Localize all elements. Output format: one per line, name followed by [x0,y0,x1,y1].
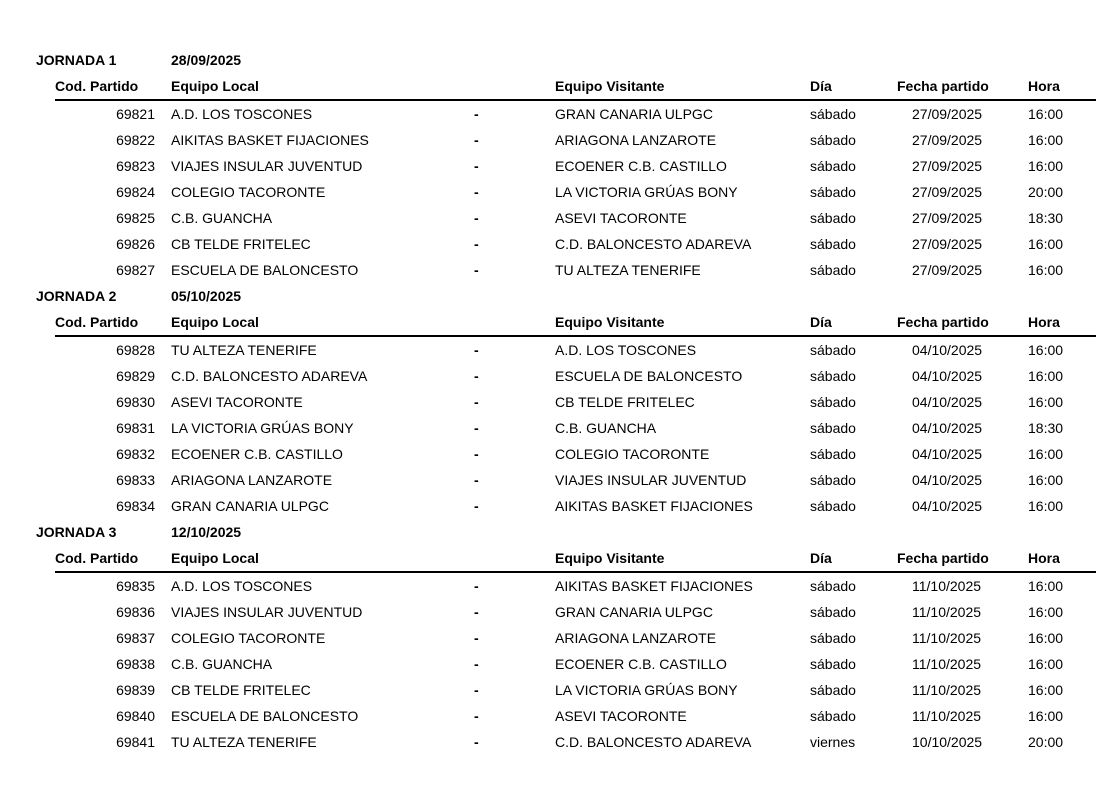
versus-separator: - [474,132,479,148]
jornada-label: JORNADA 1 [36,52,117,68]
match-code: 69837 [116,630,155,646]
away-team: AIKITAS BASKET FIJACIONES [555,498,753,514]
match-date: 27/09/2025 [912,262,983,278]
away-team: LA VICTORIA GRÚAS BONY [555,184,738,200]
match-row [0,415,1113,441]
away-team: ECOENER C.B. CASTILLO [555,158,727,174]
versus-separator: - [474,682,479,698]
match-time: 16:00 [1028,158,1064,174]
header-equipo-local: Equipo Local [171,550,259,566]
away-team: A.D. LOS TOSCONES [555,342,697,358]
match-code: 69840 [116,708,155,724]
match-day: sábado [810,184,856,200]
match-day: sábado [810,420,856,436]
jornada-label: JORNADA 2 [36,288,117,304]
versus-separator: - [474,498,479,514]
home-team: CB TELDE FRITELEC [171,682,311,698]
match-day: sábado [810,158,856,174]
match-row [0,493,1113,519]
table-header-row [55,309,1096,337]
match-time: 16:00 [1028,132,1064,148]
versus-separator: - [474,236,479,252]
jornada-date: 28/09/2025 [171,52,242,68]
match-date: 11/10/2025 [912,682,982,698]
match-date: 11/10/2025 [912,630,982,646]
home-team: COLEGIO TACORONTE [171,630,326,646]
versus-separator: - [474,394,479,410]
away-team: COLEGIO TACORONTE [555,446,710,462]
match-time: 16:00 [1028,236,1064,252]
home-team: TU ALTEZA TENERIFE [171,342,317,358]
match-code: 69824 [116,184,155,200]
match-day: viernes [810,734,856,750]
match-code: 69832 [116,446,155,462]
match-row [0,599,1113,625]
match-row [0,257,1113,283]
match-time: 16:00 [1028,342,1064,358]
match-date: 27/09/2025 [912,184,983,200]
match-day: sábado [810,630,856,646]
home-team: C.D. BALONCESTO ADAREVA [171,368,368,384]
match-time: 16:00 [1028,604,1064,620]
match-time: 16:00 [1028,368,1064,384]
match-day: sábado [810,262,856,278]
header-hora: Hora [1028,314,1060,330]
match-date: 11/10/2025 [912,708,982,724]
home-team: A.D. LOS TOSCONES [171,106,313,122]
jornada-section [0,47,1113,283]
match-date: 04/10/2025 [912,472,983,488]
home-team: TU ALTEZA TENERIFE [171,734,317,750]
table-header-row [55,73,1096,101]
home-team: LA VICTORIA GRÚAS BONY [171,420,354,436]
schedule-document [0,47,1113,755]
versus-separator: - [474,158,479,174]
away-team: CB TELDE FRITELEC [555,394,695,410]
jornada-date: 12/10/2025 [171,524,242,540]
match-time: 16:00 [1028,630,1064,646]
jornada-date: 05/10/2025 [171,288,242,304]
home-team: C.B. GUANCHA [171,656,273,672]
versus-separator: - [474,656,479,672]
home-team: VIAJES INSULAR JUVENTUD [171,604,363,620]
match-row [0,179,1113,205]
match-time: 16:00 [1028,106,1064,122]
away-team: TU ALTEZA TENERIFE [555,262,701,278]
versus-separator: - [474,342,479,358]
home-team: ARIAGONA LANZAROTE [171,472,333,488]
versus-separator: - [474,420,479,436]
versus-separator: - [474,262,479,278]
versus-separator: - [474,734,479,750]
header-hora: Hora [1028,78,1060,94]
header-fecha-partido: Fecha partido [897,78,989,94]
home-team: ESCUELA DE BALONCESTO [171,262,359,278]
match-date: 27/09/2025 [912,236,983,252]
header-cod-partido: Cod. Partido [55,314,139,330]
match-row [0,573,1113,599]
versus-separator: - [474,184,479,200]
away-team: ARIAGONA LANZAROTE [555,132,717,148]
away-team: LA VICTORIA GRÚAS BONY [555,682,738,698]
jornada-section [0,283,1113,519]
match-date: 11/10/2025 [912,656,982,672]
away-team: C.D. BALONCESTO ADAREVA [555,734,752,750]
match-row [0,467,1113,493]
home-team: A.D. LOS TOSCONES [171,578,313,594]
home-team: CB TELDE FRITELEC [171,236,311,252]
versus-separator: - [474,446,479,462]
match-row [0,677,1113,703]
home-team: ASEVI TACORONTE [171,394,303,410]
match-date: 04/10/2025 [912,394,983,410]
match-date: 04/10/2025 [912,498,983,514]
match-date: 11/10/2025 [912,604,982,620]
away-team: C.D. BALONCESTO ADAREVA [555,236,752,252]
match-code: 69836 [116,604,155,620]
match-row [0,231,1113,257]
match-day: sábado [810,682,856,698]
match-date: 27/09/2025 [912,132,983,148]
match-date: 04/10/2025 [912,446,983,462]
match-date: 11/10/2025 [912,578,982,594]
header-equipo-local: Equipo Local [171,78,259,94]
header-fecha-partido: Fecha partido [897,550,989,566]
match-code: 69823 [116,158,155,174]
match-code: 69829 [116,368,155,384]
away-team: ESCUELA DE BALONCESTO [555,368,743,384]
table-header-row [55,545,1096,573]
match-date: 27/09/2025 [912,106,983,122]
jornada-label: JORNADA 3 [36,524,117,540]
match-code: 69841 [116,734,155,750]
match-row [0,441,1113,467]
match-day: sábado [810,578,856,594]
match-day: sábado [810,604,856,620]
match-code: 69826 [116,236,155,252]
header-equipo-visitante: Equipo Visitante [555,78,665,94]
header-hora: Hora [1028,550,1060,566]
match-row [0,625,1113,651]
match-row [0,363,1113,389]
match-time: 18:30 [1028,420,1064,436]
match-date: 27/09/2025 [912,210,983,226]
versus-separator: - [474,106,479,122]
match-code: 69825 [116,210,155,226]
match-time: 16:00 [1028,656,1064,672]
match-date: 04/10/2025 [912,342,983,358]
match-date: 04/10/2025 [912,420,983,436]
match-date: 10/10/2025 [912,734,983,750]
header-equipo-visitante: Equipo Visitante [555,550,665,566]
match-row [0,101,1113,127]
match-day: sábado [810,106,856,122]
match-code: 69833 [116,472,155,488]
match-row [0,389,1113,415]
match-day: sábado [810,132,856,148]
match-code: 69834 [116,498,155,514]
match-time: 16:00 [1028,472,1064,488]
versus-separator: - [474,708,479,724]
away-team: ASEVI TACORONTE [555,210,687,226]
jornada-heading [0,47,1113,73]
match-time: 16:00 [1028,708,1064,724]
match-time: 20:00 [1028,184,1064,200]
header-fecha-partido: Fecha partido [897,314,989,330]
header-dia: Día [810,550,832,566]
match-row [0,651,1113,677]
header-cod-partido: Cod. Partido [55,78,139,94]
home-team: VIAJES INSULAR JUVENTUD [171,158,363,174]
header-equipo-visitante: Equipo Visitante [555,314,665,330]
match-time: 16:00 [1028,578,1064,594]
match-day: sábado [810,342,856,358]
versus-separator: - [474,210,479,226]
versus-separator: - [474,578,479,594]
home-team: ESCUELA DE BALONCESTO [171,708,359,724]
home-team: ECOENER C.B. CASTILLO [171,446,343,462]
match-day: sábado [810,498,856,514]
jornada-heading [0,519,1113,545]
header-dia: Día [810,314,832,330]
match-time: 16:00 [1028,682,1064,698]
away-team: GRAN CANARIA ULPGC [555,106,713,122]
versus-separator: - [474,472,479,488]
match-code: 69827 [116,262,155,278]
header-dia: Día [810,78,832,94]
match-code: 69831 [116,420,155,436]
match-date: 04/10/2025 [912,368,983,384]
match-row [0,729,1113,755]
match-row [0,703,1113,729]
header-cod-partido: Cod. Partido [55,550,139,566]
match-row [0,337,1113,363]
match-code: 69822 [116,132,155,148]
match-day: sábado [810,708,856,724]
match-row [0,127,1113,153]
match-day: sábado [810,210,856,226]
match-day: sábado [810,368,856,384]
home-team: AIKITAS BASKET FIJACIONES [171,132,369,148]
match-time: 18:30 [1028,210,1064,226]
away-team: GRAN CANARIA ULPGC [555,604,713,620]
away-team: ASEVI TACORONTE [555,708,687,724]
home-team: COLEGIO TACORONTE [171,184,326,200]
away-team: VIAJES INSULAR JUVENTUD [555,472,747,488]
jornada-heading [0,283,1113,309]
jornada-section [0,519,1113,755]
versus-separator: - [474,630,479,646]
match-code: 69835 [116,578,155,594]
match-date: 27/09/2025 [912,158,983,174]
match-day: sábado [810,394,856,410]
match-time: 20:00 [1028,734,1064,750]
match-row [0,153,1113,179]
match-day: sábado [810,236,856,252]
away-team: ECOENER C.B. CASTILLO [555,656,727,672]
home-team: C.B. GUANCHA [171,210,273,226]
match-code: 69821 [116,106,155,122]
match-row [0,205,1113,231]
home-team: GRAN CANARIA ULPGC [171,498,329,514]
away-team: ARIAGONA LANZAROTE [555,630,717,646]
match-time: 16:00 [1028,394,1064,410]
match-day: sábado [810,446,856,462]
match-code: 69830 [116,394,155,410]
versus-separator: - [474,368,479,384]
away-team: C.B. GUANCHA [555,420,657,436]
match-code: 69839 [116,682,155,698]
match-time: 16:00 [1028,446,1064,462]
match-day: sábado [810,656,856,672]
match-code: 69828 [116,342,155,358]
match-code: 69838 [116,656,155,672]
match-day: sábado [810,472,856,488]
away-team: AIKITAS BASKET FIJACIONES [555,578,753,594]
match-time: 16:00 [1028,498,1064,514]
match-time: 16:00 [1028,262,1064,278]
versus-separator: - [474,604,479,620]
header-equipo-local: Equipo Local [171,314,259,330]
